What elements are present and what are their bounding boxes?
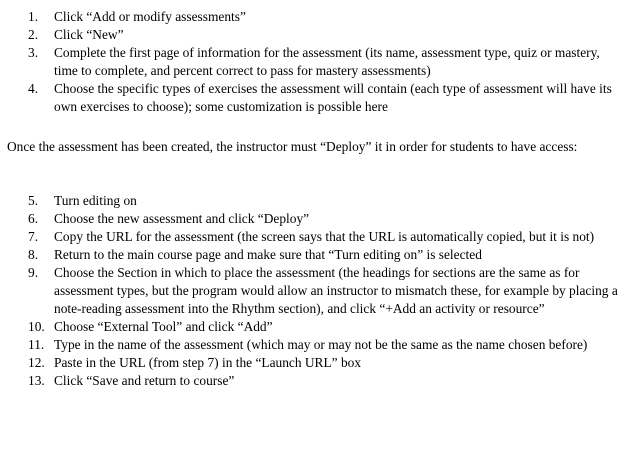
step-text: Click “Save and return to course” [54, 373, 235, 388]
steps-list-part2 [0, 192, 626, 390]
list-item [0, 8, 626, 26]
step-text: Paste in the URL (from step 7) in the “Launch URL” box [54, 355, 362, 370]
step-number: 1. [28, 9, 39, 24]
list-item [0, 354, 626, 372]
step-text: Choose the Section in which to place the assessment (the headings for sections are the same as for assessment types, but the program would allow an instructor to mismatch these, for example by placing a note-reading assessment into the Rhythm section), and click “+Add an activity or resource” [54, 265, 618, 316]
step-text: Click “New” [54, 27, 124, 42]
list-item [0, 192, 626, 210]
step-number: 8. [28, 247, 39, 262]
list-item [0, 246, 626, 264]
list-item [0, 44, 626, 80]
list-item [0, 80, 626, 116]
step-text: Turn editing on [54, 193, 137, 208]
step-number: 13. [28, 373, 45, 388]
step-text: Choose “External Tool” and click “Add” [54, 319, 273, 334]
step-number: 12. [28, 355, 45, 370]
list-item [0, 372, 626, 390]
step-number: 2. [28, 27, 39, 42]
step-number: 9. [28, 265, 39, 280]
step-text: Type in the name of the assessment (which may or may not be the same as the name chosen before) [54, 337, 588, 352]
list-item [0, 264, 626, 318]
step-number: 6. [28, 211, 39, 226]
step-number: 11. [28, 337, 45, 352]
list-item [0, 336, 626, 354]
step-text: Choose the specific types of exercises the assessment will contain (each type of assessment will have its own exercises to choose); some customization is possible here [54, 81, 612, 114]
list-item [0, 228, 626, 246]
step-text: Complete the first page of information for the assessment (its name, assessment type, quiz or mastery, time to complete, and percent correct to pass for mastery assessments) [54, 45, 600, 78]
step-number: 4. [28, 81, 39, 96]
list-item [0, 26, 626, 44]
step-number: 5. [28, 193, 39, 208]
step-text: Click “Add or modify assessments” [54, 9, 246, 24]
step-text: Choose the new assessment and click “Deploy” [54, 211, 310, 226]
step-text: Copy the URL for the assessment (the screen says that the URL is automatically copied, but it is not) [54, 229, 595, 244]
step-number: 10. [28, 319, 45, 334]
list-item [0, 318, 626, 336]
steps-list-part1 [0, 8, 626, 116]
deploy-paragraph: Once the assessment has been created, the instructor must “Deploy” it in order for students to have access: [7, 139, 578, 154]
step-number: 7. [28, 229, 39, 244]
list-item [0, 210, 626, 228]
step-text: Return to the main course page and make sure that “Turn editing on” is selected [54, 247, 482, 262]
step-number: 3. [28, 45, 39, 60]
